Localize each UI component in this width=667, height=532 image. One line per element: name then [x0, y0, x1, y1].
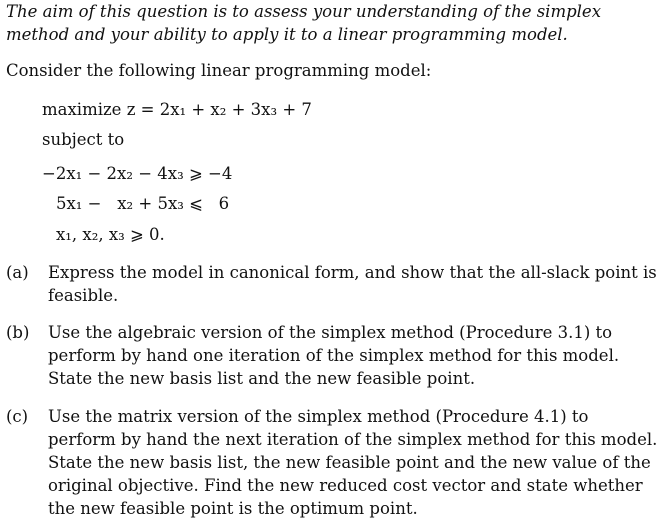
constraint-2: 5x₁ − x₂ + 5x₃ ⩽ 6	[56, 194, 230, 213]
question-a	[6, 261, 661, 307]
objective-line: maximize z = 2x₁ + x₂ + 3x₃ + 7	[42, 100, 312, 119]
question-b	[6, 321, 661, 390]
intro-paragraph: The aim of this question is to assess your understanding of the simplex method and your ability to apply it to a linear programming model.	[6, 2, 601, 44]
question-text: Express the model in canonical form, and show that the all-slack point is feasible.	[48, 263, 657, 305]
question-text: Use the algebraic version of the simplex method (Procedure 3.1) to perform by hand one iteration of the simplex method for this model. State the new basis list and the new feasible point.	[48, 323, 620, 388]
question-text: Use the matrix version of the simplex method (Procedure 4.1) to perform by hand the next iteration of the simplex method for this model. State the new basis list, the new feasible point and the new value of the original objective. Find the new reduced cost vector and state whether the new feasible point is the optimum point.	[48, 407, 658, 518]
question-c	[6, 405, 661, 520]
question-label: (b)	[6, 323, 30, 342]
constraint-1: −2x₁ − 2x₂ − 4x₃ ⩾ −4	[42, 164, 233, 183]
subject-to-line: subject to	[42, 130, 125, 149]
question-label: (a)	[6, 263, 29, 282]
question-label: (c)	[6, 407, 29, 426]
nonnegativity-line: x₁, x₂, x₃ ⩾ 0.	[56, 225, 165, 244]
lead-sentence: Consider the following linear programming model:	[6, 61, 432, 80]
